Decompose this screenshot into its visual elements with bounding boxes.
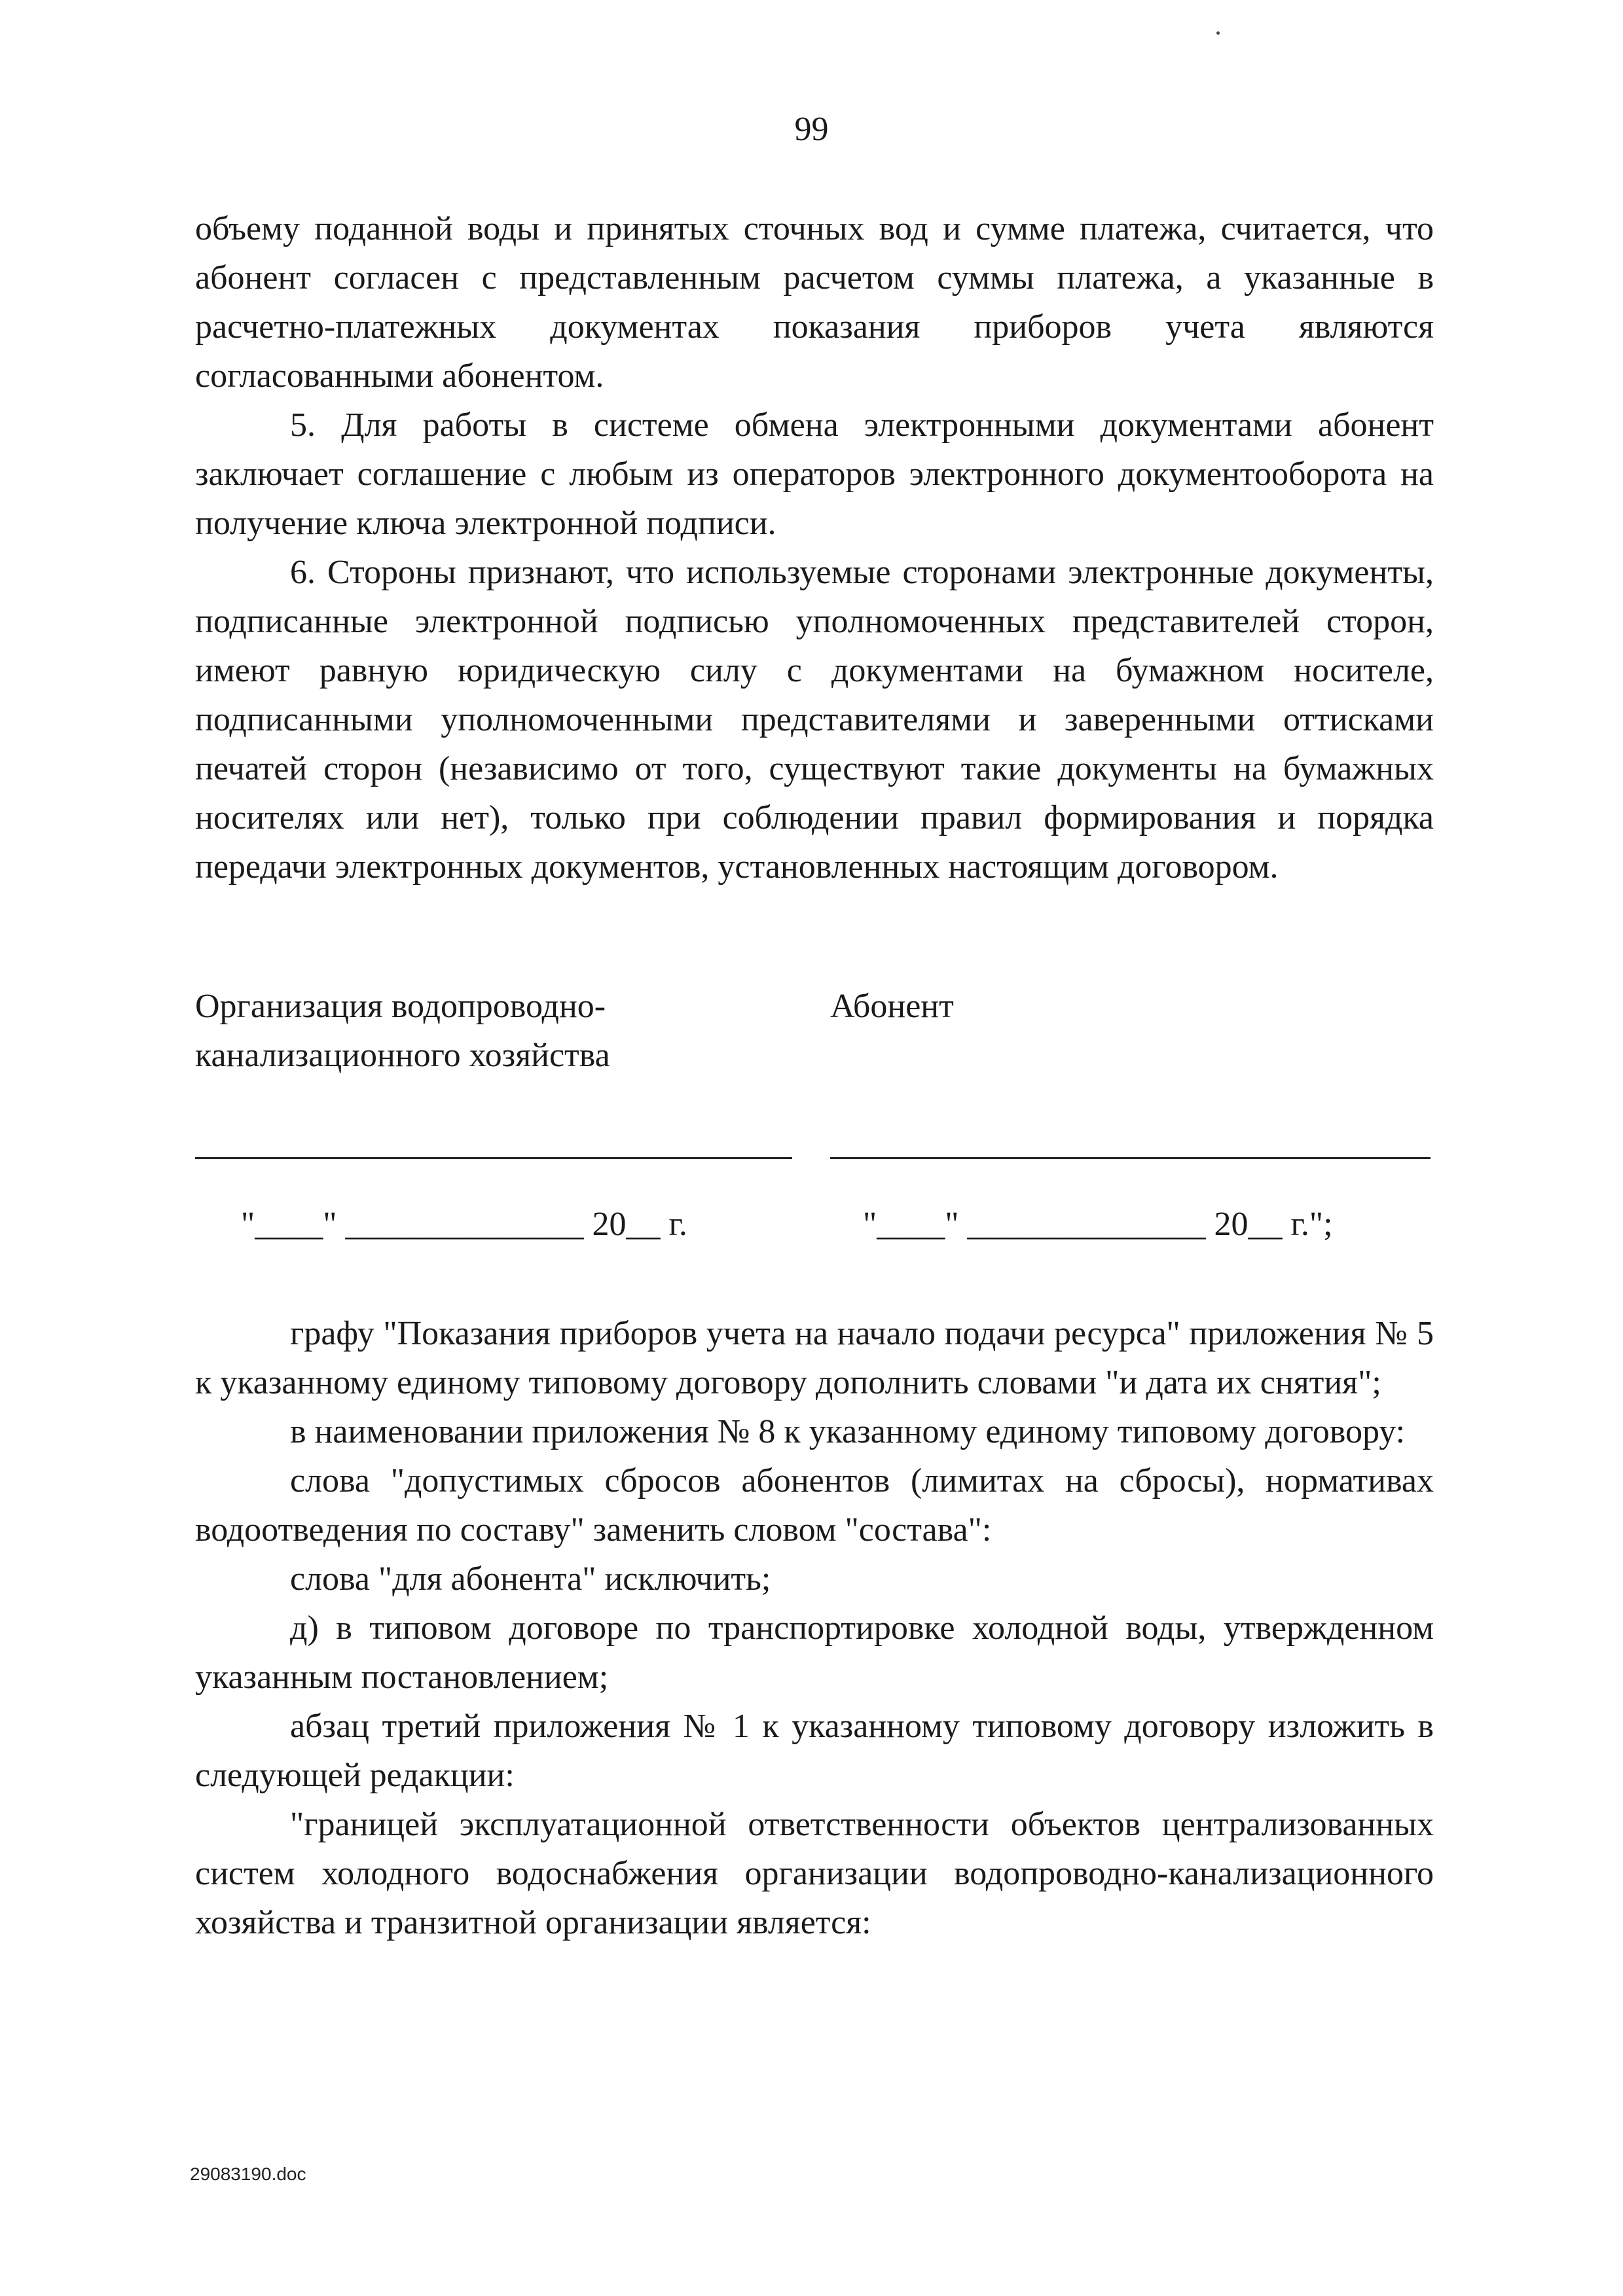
paragraph: объему поданной воды и принятых сточных вод и сумме платежа, считается, что абонент согласен с представленным расчетом суммы платежа, а указанные в расчетно-платежных документах показания приборов учета являются согласованными абонентом. (195, 210, 1434, 395)
paragraph-item-6: 6. Стороны признают, что используемые сторонами электронные документы, подписанные электронной подписью уполномоченных представителей сторон, имеют равную юридическую силу с документами на бумажном носителе, подписанными уполномоченными представителями и заверенными оттисками печатей сторон (независимо от того, существуют такие документы на бумажных носителях или нет), только при соблюдении правил формирования и порядка передачи электронных документов, установленных настоящим договором. (195, 554, 1434, 886)
signature-line-right (830, 1157, 1431, 1159)
text-block-bottom (195, 1309, 1434, 1947)
text-block-top (195, 204, 1434, 891)
signature-date-left: "____" ______________ 20__ г. (241, 1206, 687, 1243)
signature-line-left (195, 1157, 792, 1159)
paragraph: слова "допустимых сбросов абонентов (лимитах на сбросы), нормативах водоотведения по составу" заменить словом "состава": (195, 1462, 1434, 1549)
paragraph: в наименовании приложения № 8 к указанному единому типовому договору: (290, 1413, 1406, 1450)
paragraph-quoted: "границей эксплуатационной ответственности объектов централизованных систем холодного водоснабжения организации водопроводно-канализационного хозяйства и транзитной организации является: (195, 1806, 1434, 1941)
signature-party-subscriber: Абонент (830, 988, 954, 1025)
page-number: 99 (794, 111, 829, 148)
paragraph-subitem-d: д) в типовом договоре по транспортировке холодной воды, утвержденном указанным постановлением; (195, 1609, 1434, 1696)
scan-speck (1216, 31, 1220, 35)
paragraph: графу "Показания приборов учета на начало подачи ресурса" приложения № 5 к указанному единому типовому договору дополнить словами "и дата их снятия"; (195, 1315, 1434, 1401)
paragraph: абзац третий приложения № 1 к указанному типовому договору изложить в следующей редакции: (195, 1708, 1434, 1794)
paragraph-item-5: 5. Для работы в системе обмена электронными документами абонент заключает соглашение с любым из операторов электронного документооборота на получение ключа электронной подписи. (195, 406, 1434, 542)
paragraph: слова "для абонента" исключить; (290, 1560, 771, 1598)
signature-party-organization: Организация водопроводно-канализационного хозяйства (195, 988, 610, 1074)
document-file-code: 29083190.doc (190, 2164, 306, 2184)
signature-date-right: "____" ______________ 20__ г."; (863, 1206, 1333, 1243)
